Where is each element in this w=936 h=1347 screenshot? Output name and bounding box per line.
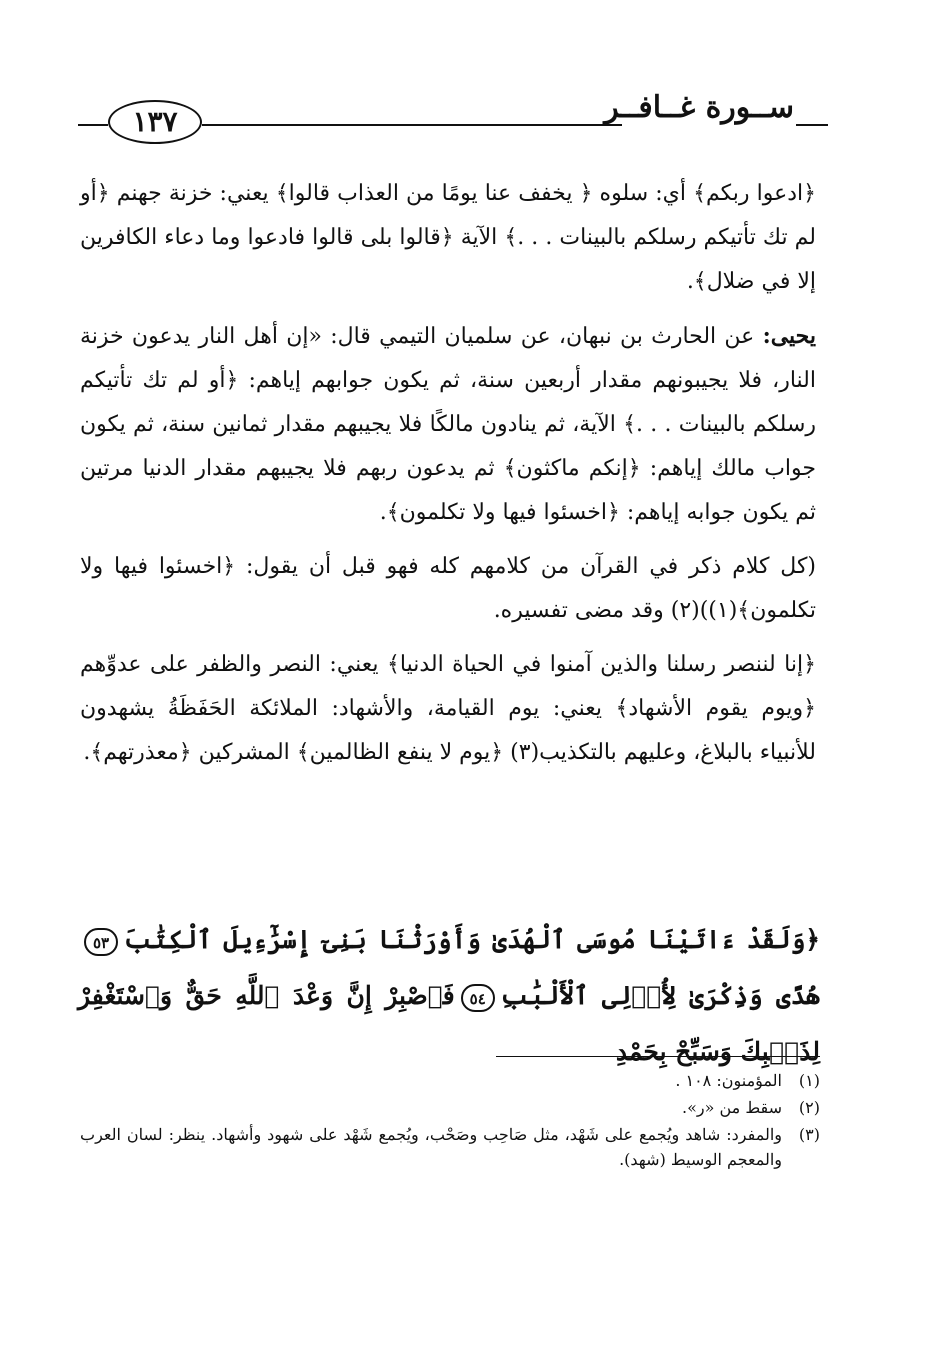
footnote-number: (٢) [798,1098,820,1117]
paragraph [80,314,816,535]
paragraph: ﴿إنا لننصر رسلنا والذين آمنوا في الحياة الدنيا﴾ يعني: النصر والظفر على عدوِّهم ﴿ويوم يقوم الأشهاد﴾ يعني: يوم القيامة، والأشهاد: الملائكة الحَفَظَةُ يشهدون للأنبياء بالبلاغ، وعليهم بالتكذيب(٣) ﴿يوم لا ينفع الظالمين﴾ المشركين ﴿معذرتهم﴾. [80,652,816,765]
quran-verses [78,912,820,1080]
footnote-text: سقط من «ر». [682,1098,782,1117]
page-header [78,88,828,160]
footnote [80,1122,820,1172]
footnote-text: والمفرد: شاهد ويُجمع على شَهْد، مثل صَاحِب وصَحْب، ويُجمع شَهْد على شهود وأشهاد. ينظر: لسان العرب والمعجم الوسيط (شهد). [80,1125,783,1169]
footnote-number: (١) [798,1071,820,1090]
quran-verse-text: ﴿وَلَقَدْ ءَاتَيْنَا مُوسَى ٱلْهُدَىٰ وَأَوْرَثْنَا بَنِىٓ إِسْرَٰٓءِيلَ ٱلْكِتَٰبَ [124,925,820,954]
header-rule-left [78,124,108,126]
footnote-text: المؤمنون: ١٠٨ . [675,1071,782,1090]
footnote [80,1068,820,1093]
paragraph-text: عن الحارث بن نبهان، عن سلميان التيمي قال: «إن أهل النار يدعون خزنة النار، فلا يجيبونهم مقدار أربعين سنة، ثم يكون جوابهم إياهم: ﴿أو لم تك تأتيكم رسلكم بالبينات . . .﴾ الآية، ثم ينادون مالكًا فلا يجيبهم مقدار ثمانين سنة، ثم يكون جواب مالك إياهم: ﴿إنكم ماكثون﴾ ثم يدعون ربهم فلا يجيبهم مقدار الدنيا مرتين ثم يكون جوابه إياهم: ﴿اخسئوا فيها ولا تكلمون﴾. [80,324,816,525]
paragraph: (كل كلام ذكر في القرآن من كلامهم كله فهو قبل أن يقول: ﴿اخسئوا فيها ولا تكلمون﴾(١))(٢) وقد مضى تفسيره. [80,554,816,623]
page-number: ١٣٧ [108,100,202,144]
footnote-number: (٣) [798,1125,820,1144]
speaker-name: يحيى: [762,323,816,349]
surah-title: ســورة غــافــر [604,90,794,125]
footnote [80,1095,820,1120]
header-rule-right [796,124,828,126]
footnote-separator [496,1056,820,1057]
footnotes [80,1068,820,1174]
ayah-number-marker: ٥٣ [84,928,118,956]
quran-verse-text: هُدًى وَذِكْرَىٰ لِأُو۟لِى ٱلْأَلْبَٰبِ [500,981,821,1010]
header-rule-middle [202,124,622,126]
commentary-body [80,172,816,785]
paragraph: ﴿ادعوا ربكم﴾ أي: سلوه ﴿ يخفف عنا يومًا من العذاب قالوا﴾ يعني: خزنة جهنم ﴿أو لم تك تأتيكم رسلكم بالبينات . . .﴾ الآية ﴿قالوا بلى قالوا فادعوا وما دعاء الكافرين إلا في ضلال﴾. [80,181,816,294]
quran-verse-text: فَٱصْبِرْ إِنَّ وَعْدَ ٱللَّهِ حَقٌّ وَٱسْتَغْفِرْ لِذَنۢبِكَ وَسَبِّحْ بِحَمْدِ [78,981,820,1066]
ayah-number-marker: ٥٤ [461,984,495,1012]
